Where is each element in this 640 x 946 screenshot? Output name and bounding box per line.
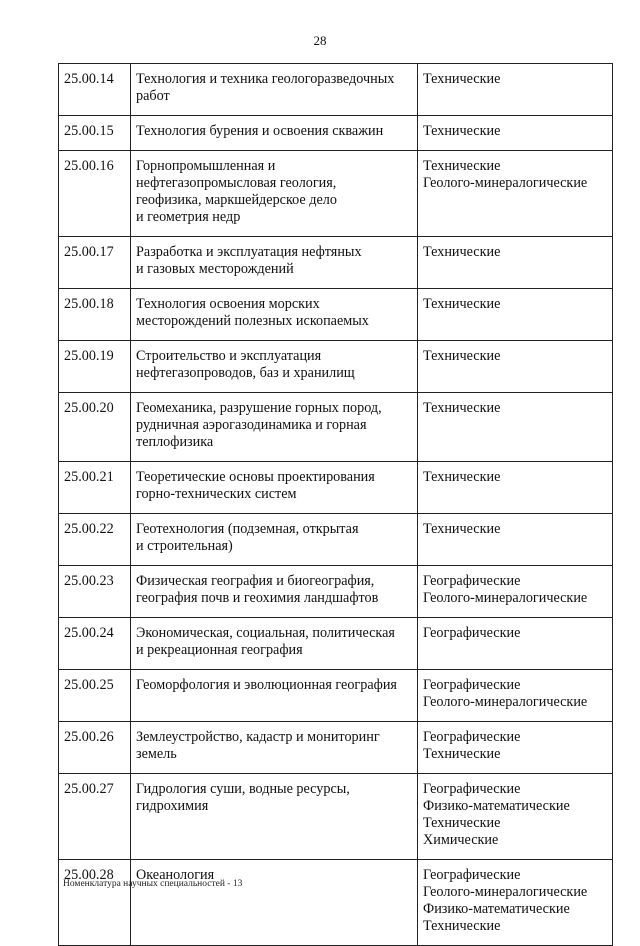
science-branches xyxy=(418,151,613,237)
specialty-name-line: работ xyxy=(136,88,170,104)
specialty-code: 25.00.27 xyxy=(59,774,131,860)
science-branch: Технические xyxy=(423,918,501,934)
table-row xyxy=(59,774,613,860)
page-number: 28 xyxy=(313,33,327,48)
specialty-name xyxy=(131,64,418,116)
specialty-name xyxy=(131,722,418,774)
science-branch: Географические xyxy=(423,781,521,797)
specialty-name-line: Геомеханика, разрушение горных пород, xyxy=(136,400,382,416)
specialty-name-line: теплофизика xyxy=(136,434,214,450)
table-row xyxy=(59,64,613,116)
table-row xyxy=(59,393,613,462)
specialties-table xyxy=(58,63,613,946)
science-branch: Технические xyxy=(423,746,501,762)
table-row xyxy=(59,566,613,618)
table-row xyxy=(59,722,613,774)
specialty-name-line: нефтегазопромысловая геология, xyxy=(136,175,337,191)
science-branches xyxy=(418,566,613,618)
science-branches xyxy=(418,237,613,289)
specialties-table-body xyxy=(59,64,613,946)
table-row xyxy=(59,116,613,151)
specialty-code: 25.00.15 xyxy=(59,116,131,151)
specialty-name-line: Гидрология суши, водные ресурсы, xyxy=(136,781,350,797)
specialty-name xyxy=(131,151,418,237)
specialty-code: 25.00.21 xyxy=(59,462,131,514)
science-branch: Технические xyxy=(423,158,501,174)
science-branch: Физико-математические xyxy=(423,798,570,814)
specialty-code: 25.00.26 xyxy=(59,722,131,774)
specialty-name-line: нефтегазопроводов, баз и хранилищ xyxy=(136,365,355,381)
science-branches xyxy=(418,64,613,116)
specialty-name xyxy=(131,514,418,566)
science-branch: Технические xyxy=(423,71,501,87)
specialty-name xyxy=(131,860,418,946)
science-branch: Географические xyxy=(423,677,521,693)
science-branch: Технические xyxy=(423,400,501,416)
table-row xyxy=(59,289,613,341)
specialty-name-line: и газовых месторождений xyxy=(136,261,294,277)
specialty-name xyxy=(131,237,418,289)
specialty-code: 25.00.22 xyxy=(59,514,131,566)
specialty-name xyxy=(131,393,418,462)
science-branches xyxy=(418,774,613,860)
table-row xyxy=(59,860,613,946)
specialty-name-line: Технология и техника геологоразведочных xyxy=(136,71,395,87)
table-row xyxy=(59,151,613,237)
science-branch: Физико-математические xyxy=(423,901,570,917)
specialty-name-line: география почв и геохимия ландшафтов xyxy=(136,590,379,606)
table-row xyxy=(59,341,613,393)
science-branch: Географические xyxy=(423,573,521,589)
science-branch: Технические xyxy=(423,348,501,364)
specialty-name-line: земель xyxy=(136,746,177,762)
specialty-code: 25.00.24 xyxy=(59,618,131,670)
science-branches xyxy=(418,462,613,514)
specialty-name xyxy=(131,618,418,670)
science-branch: Химические xyxy=(423,832,499,848)
science-branch: Технические xyxy=(423,469,501,485)
science-branch: Геолого-минералогические xyxy=(423,175,588,191)
specialty-name-line: горно-технических систем xyxy=(136,486,297,502)
science-branches xyxy=(418,341,613,393)
specialty-name-line: геофизика, маркшейдерское дело xyxy=(136,192,337,208)
specialty-name-line: месторождений полезных ископаемых xyxy=(136,313,369,329)
science-branch: Технические xyxy=(423,296,501,312)
science-branch: Географические xyxy=(423,729,521,745)
specialty-code: 25.00.18 xyxy=(59,289,131,341)
specialty-name-line: и строительная) xyxy=(136,538,233,554)
specialty-name xyxy=(131,462,418,514)
science-branch: Геолого-минералогические xyxy=(423,884,588,900)
specialty-name xyxy=(131,774,418,860)
specialty-name-line: Океанология xyxy=(136,867,215,883)
specialty-code: 25.00.23 xyxy=(59,566,131,618)
specialty-name-line: Технология бурения и освоения скважин xyxy=(136,123,384,139)
science-branch: Геолого-минералогические xyxy=(423,694,588,710)
specialty-name-line: Геоморфология и эволюционная география xyxy=(136,677,397,693)
specialty-code: 25.00.17 xyxy=(59,237,131,289)
table-row xyxy=(59,618,613,670)
science-branch: Географические xyxy=(423,625,521,641)
science-branches xyxy=(418,116,613,151)
table-row xyxy=(59,237,613,289)
science-branches xyxy=(418,722,613,774)
specialty-code: 25.00.14 xyxy=(59,64,131,116)
specialty-name-line: Теоретические основы проектирования xyxy=(136,469,375,485)
specialty-name xyxy=(131,341,418,393)
science-branch: Географические xyxy=(423,867,521,883)
specialty-name xyxy=(131,566,418,618)
specialty-name-line: гидрохимия xyxy=(136,798,209,814)
table-row xyxy=(59,514,613,566)
specialty-name-line: Горнопромышленная и xyxy=(136,158,276,174)
specialty-code: 25.00.25 xyxy=(59,670,131,722)
specialty-name-line: Экономическая, социальная, политическая xyxy=(136,625,395,641)
science-branch: Технические xyxy=(423,244,501,260)
science-branches xyxy=(418,670,613,722)
specialty-name-line: и геометрия недр xyxy=(136,209,241,225)
specialty-name-line: и рекреационная география xyxy=(136,642,303,658)
specialty-name-line: Землеустройство, кадастр и мониторинг xyxy=(136,729,380,745)
science-branches xyxy=(418,618,613,670)
specialty-name-line: Физическая география и биогеография, xyxy=(136,573,375,589)
science-branch: Технические xyxy=(423,815,501,831)
specialty-name-line: Разработка и эксплуатация нефтяных xyxy=(136,244,362,260)
science-branch: Технические xyxy=(423,521,501,537)
specialty-name xyxy=(131,289,418,341)
specialty-name xyxy=(131,670,418,722)
specialty-name xyxy=(131,116,418,151)
table-row xyxy=(59,670,613,722)
specialty-code: 25.00.16 xyxy=(59,151,131,237)
table-row xyxy=(59,462,613,514)
science-branch: Геолого-минералогические xyxy=(423,590,588,606)
specialty-code: 25.00.20 xyxy=(59,393,131,462)
specialty-name-line: Технология освоения морских xyxy=(136,296,320,312)
science-branch: Технические xyxy=(423,123,501,139)
science-branches xyxy=(418,393,613,462)
science-branches xyxy=(418,860,613,946)
specialty-code: 25.00.19 xyxy=(59,341,131,393)
specialty-name-line: рудничная аэрогазодинамика и горная xyxy=(136,417,367,433)
science-branches xyxy=(418,289,613,341)
specialty-name-line: Геотехнология (подземная, открытая xyxy=(136,521,359,537)
footer-text: Номенклатура научных специальностей - 13 xyxy=(63,879,243,889)
specialty-code: 25.00.28 xyxy=(59,860,131,946)
specialty-name-line: Строительство и эксплуатация xyxy=(136,348,322,364)
science-branches xyxy=(418,514,613,566)
